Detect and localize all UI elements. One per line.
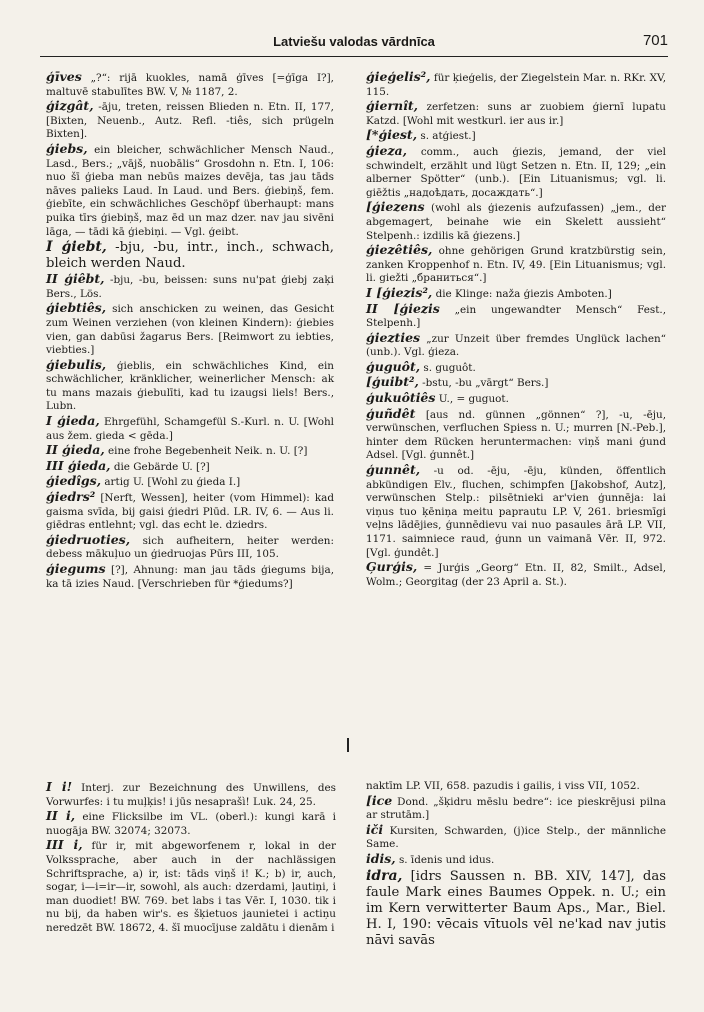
entry-headword: ģiernît, [366,98,418,114]
entry-headword: Ģurģis, [366,559,418,575]
dictionary-entry [46,301,334,357]
entry-definition: [?], Ahnung: man jau tāds ģiegums bija, ka tā izies Naud. [Verschrieben für *ģiedums?] [46,564,334,590]
dictionary-entry [46,142,334,239]
dictionary-entry [46,533,334,562]
right-column-bottom [366,780,666,949]
entry-headword: ģiedrs² [46,489,96,505]
dictionary-entry [366,99,666,128]
entry-headword: ģiebtiês, [46,300,107,316]
entry-headword: II [ģiezis [366,300,440,316]
entry-definition: comm., auch ģiezis, jemand, der viel schwindelt, erzählt und lügt Setzen n. Etn. II, 129; „ein alberner Spötter“ (unb.). [Ein Lituanismus; vgl. li. giēžtis „надоѣдать, досаждать“.] [366,145,666,199]
entry-headword: ģiebs, [46,140,88,156]
entry-definition: s. guguôt. [420,361,476,374]
dictionary-entry [366,70,666,99]
entry-headword: I ģieda, [46,413,100,429]
entry-definition: „ein ungewandter Mensch“ Fest., Stelpenh.] [366,303,666,330]
dictionary-entry [46,272,334,301]
entry-headword: ģīves [46,69,82,84]
entry-headword: ģieģelis², [366,69,431,84]
entry-headword: idis, [366,850,396,866]
dictionary-entry [366,391,666,407]
entry-definition: ein bleicher, schwächlicher Mensch Naud., Lasd., Bers.; „vājš, nuobālis“ Grosdohn n. Etn. I, 106: nuo šī ģieba man nebūs maizes devēja, tas jau tāds nāves palieks Laud. In Laud. und Bers. ģiebiņš, fem. ģiebīte, ein schwächliches Geschöpf überhaupt: mans puika tīrs ģiebiņš, maz ēd un maz dzer. nav jau sivēni lāga, — tādi kā ģiebiņi. — Vgl. ģeibt. [46,143,334,238]
dictionary-entry [366,852,666,868]
dictionary-entry [366,302,666,331]
dictionary-entry [46,459,334,475]
dictionary-entry [46,239,334,272]
dictionary-entry [366,360,666,376]
entry-headword: ģiedruoties, [46,531,131,547]
entry-headword: ģizgât, [46,98,94,114]
entry-definition: ohne gehörigen Grund kratzbürstig sein, zanken Kroppenhof n. Etn. IV, 49. [Ein Lituanismus; vgl. li. giežti „браниться“.] [366,245,666,285]
entry-headword: ģiezties [366,329,421,345]
dictionary-entry [46,474,334,490]
entry-headword: II ģiêbt, [46,271,105,287]
column-divider-mark [347,738,349,752]
dictionary-entry [366,128,666,144]
dictionary-entry [366,286,666,302]
entry-definition: die Klinge: naža ģiezis Amboten.] [432,287,612,300]
entry-headword: ģuñdêt [366,405,416,421]
dictionary-entry [46,70,334,99]
entry-definition: -bju, -bu, intr., inch., schwach, bleich werden Naud. [46,240,334,272]
entry-definition: eine frohe Begebenheit Neik. n. U. [?] [104,445,308,458]
entry-definition: ģieblis, ein schwächliches Kind, ein schwächlicher, kränklicher, weinerlicher Mensch: ak tu mans mazais ģiebulīti, kad tu izaugsi liels! Bers., Lubn. [46,359,334,413]
entry-headword: ģukuôtiês [366,390,436,406]
left-column-bottom [46,780,336,936]
dictionary-entry [46,562,334,591]
dictionary-entry [366,794,666,823]
entry-headword: II i, [46,808,76,824]
dictionary-entry [46,780,336,809]
entry-definition: = Jurģis „Georg“ Etn. II, 82, Smilt., Adsel, Wolm.; Georgitag (der 23 April a. St.). [366,562,666,588]
entry-definition: s. īdenis und idus. [395,853,495,866]
dictionary-entry [366,868,666,949]
entry-headword: [ice [366,792,393,808]
entry-headword: III i, [46,837,83,853]
entry-headword: [ģuibt², [366,374,419,390]
entry-definition: für ķieģelis, der Ziegelstein Mar. n. RKr. XV, 115. [366,72,666,98]
entry-headword: iči [366,821,384,837]
entry-definition: die Gebärde U. [?] [110,460,210,473]
page-header [40,30,668,57]
entry-definition: Interj. zur Bezeichnung des Unwillens, des Vorwurfes: i tu muļķis! i jūs nesaprašì! Luk. 24, 25. [46,782,337,808]
dictionary-entry [46,809,336,838]
entry-definition: [idrs Saussen n. BB. XIV, 147], das faule Mark eines Baumes Oppek. n. U.; ein im Kern verwitterter Baum Aps., Mar., Biel. H. I, 190: vēcais vītuols vēl ne'kad nav jutis nāvi savās [366,868,666,948]
entry-definition: sich aufheitern, heiter werden: debess mākuļuo un ģiedruojas Pūrs III, 105. [46,534,334,561]
entry-headword: ģunnêt, [366,462,421,478]
entry-definition: s. atģiest.] [417,130,476,143]
dictionary-entry [366,780,666,794]
entry-definition: -āju, treten, reissen Blieden n. Etn. II, 177, [Bixten, Neuenb., Autz. Refl. -tiês, sich prügeln Bixten]. [46,101,334,141]
entry-definition: (wohl als ģiezenis aufzufassen) „jem., der abgemagert, beinahe wie ein Skelett aussieht“ Stelpenh.: izdilis kā ģiezens.] [366,202,666,242]
entry-definition: Dond. „šķidru mēslu bedre“: ice pieskrējusi pilna ar strutām.] [366,795,666,822]
dictionary-entry [366,144,666,200]
page-number: 701 [642,32,668,49]
entry-headword: ģiegums [46,561,106,576]
entry-headword: ģiebulis, [46,356,107,372]
entry-definition: sich anschicken zu weinen, das Gesicht zum Weinen verziehen (von kleinen Kindern): ģiebies vien, gan dabūsi žagarus Bers. [Reimwort zu iebties, viebties.] [46,303,334,357]
dictionary-entry [46,443,334,459]
dictionary-entry [46,99,334,142]
dictionary-entry [366,331,666,360]
dictionary-entry [366,463,666,560]
dictionary-title: Latviešu valodas vārdnīca [273,34,435,49]
left-column-top [46,70,334,591]
entry-definition: [aus nd. günnen „gönnen“ ?], -u, -ēju, verwünschen, verfluchen Spiess n. U.; murren [N.-Peb.], hinter dem Rücken heruntermachen: viņš mani ģund Adsel. [Vgl. ģunnêt.] [366,408,666,462]
entry-headword: I i! [46,779,73,794]
entry-definition: -bstu, -bu „vārgt“ Bers.] [418,377,549,390]
entry-definition: eine Flicksilbe im VL. (oberl.): kungi karā i nuogāja BW. 32074; 32073. [46,811,336,837]
entry-definition: zerfetzen: suns ar zuobiem ģiernī lupatu Katzd. [Wohl mit westkurl. ier aus ir.] [366,101,666,127]
entry-headword: III ģieda, [46,457,111,473]
dictionary-entry [46,490,334,533]
entry-definition: für ir, mit abgeworfenem r, lokal in der Volkssprache, aber auch in der nachlässigen Schriftsprache, a) ir, ist: tāds viņš i! K.; b) ir, auch, sogar, i—i=ir—ir, sowohl, als auch: dzerdami, ļautiņi, i man duodiet! BW. 769. bet labs i tas Vēr. I, 1030. tik i nu bij, da haben wir's. es šķietuos jaunietei i actiņu neredzēt BW. 18672, 4. šī muocījuse zaldātu i dienām i [46,840,336,934]
entry-definition: „?“: rijā kuokles, namā ģīves [=ģīga I?], maltuvē stabulītes BW. V, № 1187, 2. [46,72,334,98]
dictionary-entry [366,823,666,852]
entry-definition: Kursiten, Schwarden, (j)ice Stelp., der männliche Same. [366,824,666,851]
entry-headword: I [ģiezis², [366,284,433,300]
entry-headword: II ģieda, [46,442,105,458]
entry-definition: -u od. -ēju, -ēju, künden, öffentlich abkündigen Elv., fluchen, schimpfen [Jakobshof, Autz], verwünschen Stelp.: pilsētnieki ar'vien ģunnēja: lai viņus tuo ķēniņa meitu paprautu LP. V, 261. briesmīgi veļns lādējies, ģunnēdievu vai nuo pasaules ārā LP. VII, 1171. saimniece raud, ģunn un vaimanā Vēr. II, 972. [Vgl. ģundêt.] [366,465,666,559]
entry-definition: artig U. [Wohl zu ģieda I.] [101,476,241,489]
dictionary-entry [46,358,334,414]
dictionary-entry [46,414,334,443]
entry-definition: „zur Unzeit über fremdes Unglück lachen“ (unb.). Vgl. ģieza. [366,332,666,359]
entry-definition: [Nerft, Wessen], heiter (vom Himmel): kad gaisma svīda, bij gaisi ģiedri Plūd. LR. IV, 6. — Aus li. giēdras entlehnt; vgl. das echt le. dziedrs. [46,492,334,532]
entry-headword: ģiezêtiês, [366,242,433,258]
dictionary-entry [366,407,666,463]
entry-headword: idra, [366,867,403,884]
entry-definition: -bju, -bu, beissen: suns nu'pat ģiebj zaķi Bers., Lös. [46,274,334,300]
entry-headword: ģieza, [366,142,407,158]
entry-headword: ģiedîgs, [46,473,102,489]
right-column-top [366,70,666,589]
entry-definition: naktīm LP. VII, 658. pazudis i gailis, i viss VII, 1052. [366,780,640,792]
entry-definition: Ehrgefühl, Schamgefül S.-Kurl. n. U. [Wohl aus žem. gieda < gēda.] [46,416,334,442]
dictionary-entry [366,200,666,243]
entry-headword: [ģiezens [366,199,425,215]
dictionary-entry [366,243,666,286]
entry-headword: I ģiebt, [46,239,107,256]
dictionary-entry [366,375,666,391]
entry-headword: [*ģiest, [366,127,418,143]
dictionary-entry [366,560,666,589]
entry-definition: U., = guguot. [435,393,509,406]
dictionary-entry [46,838,336,935]
entry-headword: ģuguôt, [366,358,421,374]
